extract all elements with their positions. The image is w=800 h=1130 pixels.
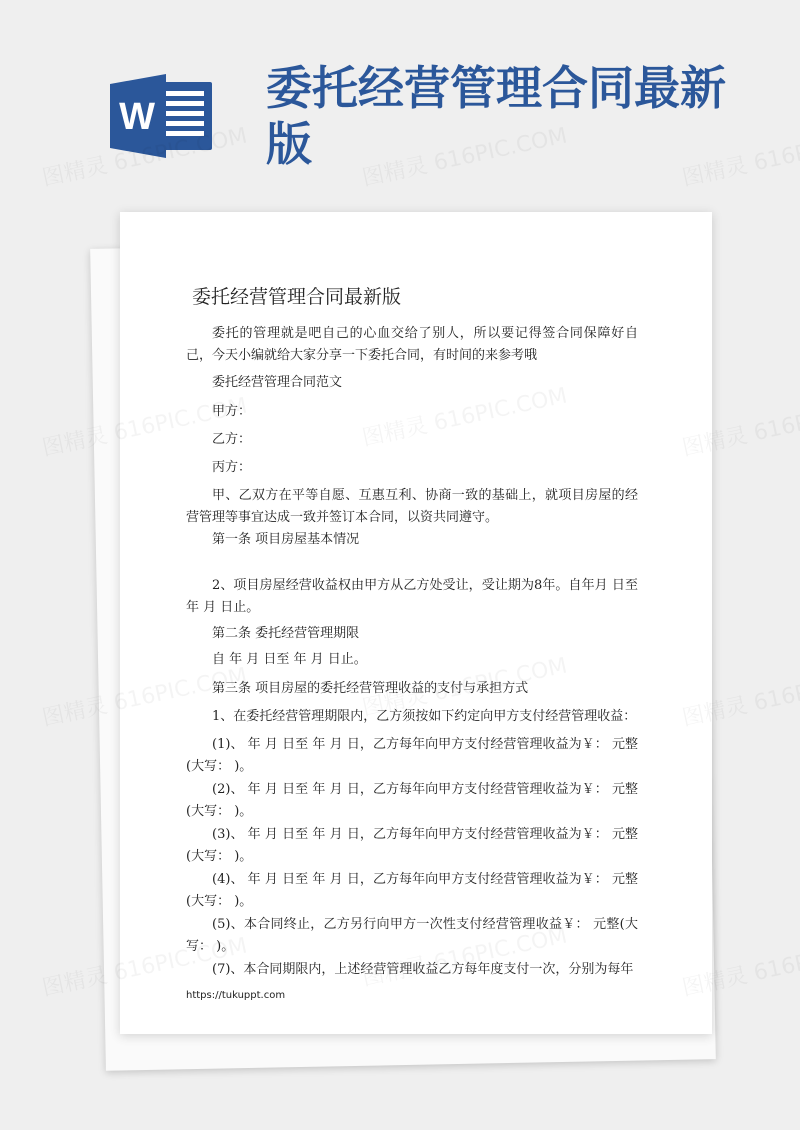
payment-item-2: (2)、 年 月 日至 年 月 日，乙方每年向甲方支付经营管理收益为￥： 元整(大写： )。 — [186, 782, 638, 819]
payment-item-5: (5)、本合同终止，乙方另行向甲方一次性支付经营管理收益￥： 元整(大写： )。 — [186, 917, 638, 954]
clause-1-paragraph: 1、在委托经营管理期限内，乙方须按如下约定向甲方支付经营管理收益： — [212, 709, 637, 724]
article-1-heading: 第一条 项目房屋基本情况 — [212, 532, 360, 547]
contract-sample-heading: 委托经营管理合同范文 — [212, 375, 343, 390]
footer-url: https://tukuppt.com — [186, 990, 286, 1001]
payment-item-1: (1)、 年 月 日至 年 月 日，乙方每年向甲方支付经营管理收益为￥： 元整(大写： )。 — [186, 737, 638, 774]
document-title: 委托经营管理合同最新版 — [192, 286, 402, 308]
payment-item-4: (4)、 年 月 日至 年 月 日，乙方每年向甲方支付经营管理收益为￥： 元整(大写： )。 — [186, 872, 638, 909]
payment-item-7: (7)、本合同期限内，上述经营管理收益乙方每年度支付一次，分别为每年 — [212, 962, 634, 977]
article-3-heading: 第三条 项目房屋的委托经营管理收益的支付与承担方式 — [212, 681, 529, 696]
page-title: 委托经营管理合同最新版 — [266, 61, 726, 171]
word-document-icon — [110, 74, 214, 158]
payment-item-3: (3)、 年 月 日至 年 月 日，乙方每年向甲方支付经营管理收益为￥： 元整(大写： )。 — [186, 827, 638, 864]
logo-letter: W — [119, 96, 155, 138]
agreement-paragraph: 甲、乙双方在平等自愿、互惠互利、协商一致的基础上，就项目房屋的经营管理等事宜达成一致并签订本合同，以资共同遵守。 — [186, 488, 638, 525]
party-b-line: 乙方： — [212, 432, 252, 447]
party-a-line: 甲方： — [212, 404, 252, 419]
intro-paragraph: 委托的管理就是吧自己的心血交给了别人，所以要记得签合同保障好自己，今天小编就给大家分享一下委托合同，有时间的来参考哦 — [186, 326, 638, 363]
party-c-line: 丙方： — [212, 460, 252, 475]
clause-2-paragraph: 2、项目房屋经营收益权由甲方从乙方处受让，受让期为8年。自年月 日至 年 月 日止。 — [186, 578, 638, 615]
article-2-heading: 第二条 委托经营管理期限 — [212, 626, 360, 641]
term-line: 自 年 月 日至 年 月 日止。 — [212, 652, 367, 667]
document-page — [120, 212, 712, 1034]
